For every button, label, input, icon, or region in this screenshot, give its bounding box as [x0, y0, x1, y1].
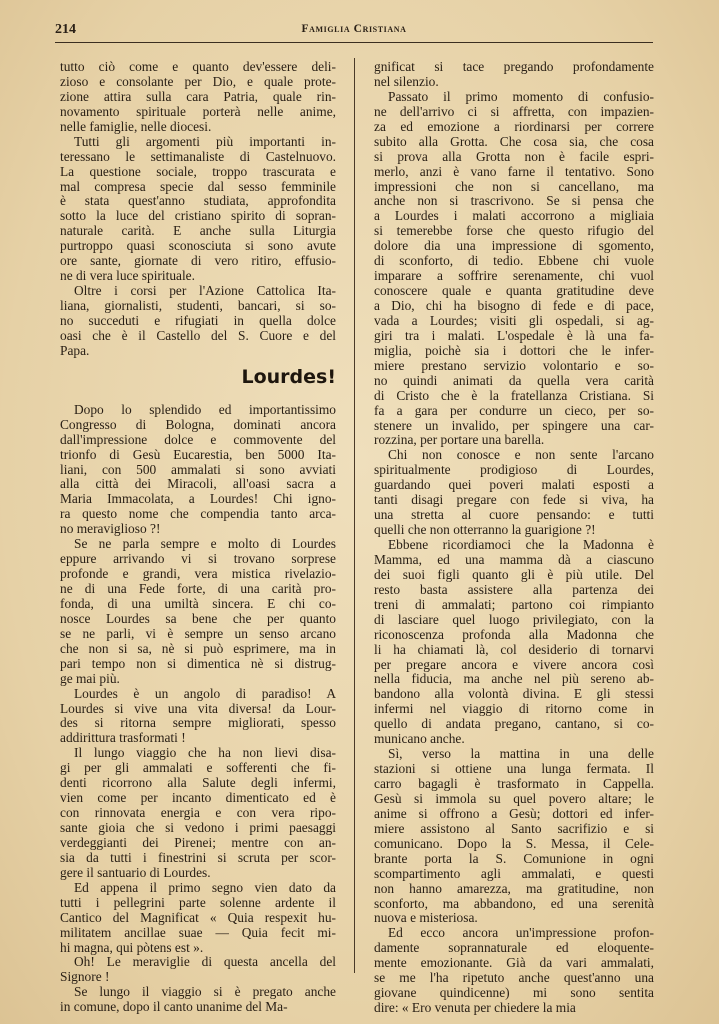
- text-line: Ed ecco ancora un'impressione profon-: [388, 926, 654, 941]
- text-line: nella fiducia, ma anche nel più sereno ab-: [374, 672, 654, 687]
- text-line: nelle famiglie, nelle diocesi.: [60, 119, 212, 134]
- text-line: anche non si trascrivono. Se si pensa che: [374, 194, 654, 209]
- text-line: miere prestano servizio volontario e so-: [374, 358, 654, 373]
- text-line: hi magna, qui pòtens est ».: [60, 940, 204, 955]
- text-line: Se lungo il viaggio si è pregato anche: [74, 985, 336, 1000]
- text-line: mal compresa specie dal sesso femminile: [60, 179, 336, 194]
- text-line: si temerebbe forse che questo rifugio del: [374, 224, 654, 239]
- text-line: nel silenzio.: [374, 74, 439, 89]
- text-line: Gesù si immola su quel povero altare; le: [374, 791, 654, 806]
- text-line: gi per gli ammalati e sofferenti che fi-: [60, 761, 336, 776]
- text-line: La questione sociale, troppo trascurata e: [60, 164, 336, 179]
- text-line: tutto ciò come e quanto dev'essere deli-: [60, 60, 336, 74]
- text-line: Chi non conosce e non sente l'arcano: [388, 448, 654, 463]
- text-line: pari tempo non si dimentica nè si distrug-: [60, 656, 336, 671]
- text-line: giri tra i malati. L'ospedale è là una fa-: [374, 328, 654, 343]
- text-line: eppure arrivando vi si trovano sorprese: [60, 552, 336, 567]
- text-line: Maria Immacolata, a Lourdes! Chi igno-: [60, 492, 336, 507]
- text-line: teressano le settimanaliste di Castelnuovo.: [60, 149, 336, 164]
- text-line: addirittura trasformati !: [60, 731, 186, 746]
- text-line: denti ricorrono alla Salute degli infermi,: [60, 776, 336, 791]
- text-line: miere assistono al Santo sacrifizio e si: [374, 821, 654, 836]
- page-header: [55, 22, 653, 43]
- text-line: a Lourdes i malati accorrono a migliaia: [374, 209, 654, 224]
- text-line: Ebbene ricordiamoci che la Madonna è: [388, 538, 654, 552]
- text-line: Lourdes si vive una vita diversa! da Lour-: [60, 701, 336, 716]
- text-line: za ed emozione a riordinarsi per correre: [374, 119, 654, 134]
- text-line: una stretta al cuore pensando: e tutti: [374, 508, 654, 523]
- text-line: purtroppo quasi sconosciuta si sono avute: [60, 239, 336, 254]
- text-line: di lasciare quel luogo privilegiato, con la: [374, 612, 654, 627]
- text-line: riconoscenza profonda alla Madonna che: [374, 627, 654, 642]
- text-line: verdeggianti dei Pirenei; mentre con an-: [60, 835, 336, 850]
- text-line: Oh! Le meraviglie di questa ancella del: [74, 955, 336, 970]
- text-line: brante porta la S. Comunione in ogni: [374, 851, 654, 866]
- text-line: Tutti gli argomenti più importanti in-: [74, 134, 336, 149]
- text-line: dire: « Ero venuta per chiedere la mia: [374, 1001, 576, 1016]
- text-line: di sconforto, di tedio. Ebbene chi vuole: [374, 254, 654, 269]
- text-line: Passato il primo momento di confusio-: [388, 89, 654, 104]
- section-title: Lourdes!: [241, 365, 336, 388]
- text-line: Ed appena il primo segno vien dato da: [74, 880, 336, 895]
- text-line: mente emozionante. Già da vari ammalati,: [374, 956, 654, 971]
- text-line: sia da tutti i finestrini si scruta per scor-: [60, 850, 336, 865]
- text-line: impressioni che non si cancellano, ma: [374, 179, 654, 194]
- text-line: resto basta assistere alla partenza dei: [374, 582, 654, 597]
- text-line: ne di vera luce spirituale.: [60, 269, 195, 284]
- text-line: liani, con 500 ammalati si sono avviati: [60, 462, 336, 477]
- text-line: non hanno amarezza, ma gratitudine, non: [374, 881, 654, 896]
- text-line: zione attira sulla cara Patria, quale rin-: [60, 89, 336, 104]
- text-line: liana, giornalisti, studenti, bancari, si so-: [60, 299, 336, 313]
- text-line: municano anche.: [374, 732, 465, 747]
- text-line: carro bagagli è trasformato in Cappella.: [374, 777, 654, 791]
- text-line: tanti disagi pregare con fede si viva, ha: [374, 493, 654, 508]
- text-line: vien come per incanto dimenticato ed è: [60, 791, 336, 806]
- text-line: damente soprannaturale ed eloquente-: [374, 941, 654, 956]
- text-line: fa a gara per condurre un cieco, per so-: [374, 403, 654, 418]
- text-line: nosce Lourdes sa bene che per quanto: [60, 611, 336, 626]
- text-line: Lourdes è un angolo di paradiso! A: [74, 686, 336, 701]
- text-line: quelli che non otterranno la guarigione ?!: [374, 523, 596, 538]
- text-line: stenere un invalido, per spingere una car-: [374, 418, 654, 433]
- running-title: Famiglia Cristiana: [301, 23, 407, 35]
- text-line: profonde e grandi, vera mistica rivelazio-: [60, 567, 336, 582]
- text-line: alla città dei Miracoli, all'oasi sacra a: [60, 477, 336, 492]
- text-line: no quindi animati da quella vera carità: [374, 373, 654, 388]
- text-line: gnificat si tace pregando profondamente: [374, 60, 654, 74]
- text-line: no succeduti e rifugiati in quella dolce: [60, 313, 336, 328]
- text-line: militatem ancillae suae — Quia fecit mi-: [60, 925, 336, 940]
- text-line: Mamma, ed una mamma dà a ciascuno: [374, 552, 654, 567]
- text-line: sconforto, ma abbandono, ed una serenità: [374, 896, 654, 911]
- text-line: quello di andata pregano, cantano, si co-: [374, 717, 654, 732]
- text-line: miglia, poichè sia i dottori che le infer-: [374, 343, 654, 358]
- text-line: merlo, anzi è vano farne il tentativo. Sono: [374, 164, 654, 179]
- text-line: Papa.: [60, 343, 90, 358]
- text-line: per pregare ancora e vivere ancora così: [374, 657, 654, 672]
- text-line: dolore dia una impressione di sgomento,: [374, 239, 654, 254]
- text-line: stazioni si ottiene una lunga fermata. Il: [374, 762, 654, 777]
- text-line: anime si offrono a Gesù; dottori ed infer-: [374, 806, 654, 821]
- text-line: li ha chiamati là, col desiderio di tornarvi: [374, 642, 654, 657]
- text-line: nuova e misteriosa.: [374, 911, 478, 926]
- text-line: vada a Lourdes; visiti gli ospedali, si ag-: [374, 313, 654, 328]
- text-line: Cantico del Magnificat « Quia respexit hu-: [60, 910, 336, 925]
- text-line: gere il santuario di Lourdes.: [60, 865, 211, 880]
- page-number: 214: [55, 22, 76, 37]
- text-line: tutti i pellegrini parte solenne ardente il: [60, 895, 336, 910]
- text-line: rozzina, per portare una barella.: [374, 433, 545, 448]
- text-line: sotto la luce del cristiano spirito di sopran-: [60, 209, 336, 224]
- text-line: giovane quindicenne) mi sono sentita: [374, 986, 654, 1001]
- text-line: dall'impressione dolce e commovente del: [60, 432, 336, 447]
- text-line: Signore !: [60, 970, 110, 985]
- column-divider: [354, 58, 355, 973]
- text-line: se me l'ha ripetuto anche quest'anno una: [374, 971, 654, 986]
- text-line: in comune, dopo il canto unanime del Ma-: [60, 1000, 288, 1015]
- text-line: spiritualmente prodigioso di Lourdes,: [374, 463, 654, 478]
- text-line: infermi nel viaggio di ritorno come in: [374, 702, 654, 717]
- text-line: dei suoi figli quanto gli è più utile. Del: [374, 567, 654, 582]
- text-line: trionfo di Gesù Eucarestia, ben 5000 Ita-: [60, 447, 336, 462]
- text-line: se ne parli, vi è sempre un senso arcano: [60, 626, 336, 641]
- text-line: Congresso di Bologna, dominati ancora: [60, 417, 336, 432]
- text-line: a Dio, chi ha bisogno di fede e di pace,: [374, 299, 654, 313]
- text-line: ore sante, giornate di vero ritiro, effusio-: [60, 254, 336, 269]
- text-line: ge mai più.: [60, 671, 120, 686]
- text-line: ne di una Fede forte, di una carità pro-: [60, 582, 336, 596]
- text-line: di Cristo che è la fratellanza Cristiana. Si: [374, 388, 654, 403]
- text-line: che non si sa, nè si può esprimere, ma in: [60, 641, 336, 656]
- text-line: subito alla Grotta. Che cosa sia, che cosa: [374, 134, 654, 149]
- text-line: Sì, verso la mattina in una delle: [388, 747, 654, 762]
- text-line: Dopo lo splendido ed importantissimo: [74, 402, 336, 417]
- text-line: fonda, di una umiltà sincera. E chi co-: [60, 596, 336, 611]
- text-line: guardando quei poveri malati esposti a: [374, 478, 654, 493]
- text-line: Il lungo viaggio che ha non lievi disa-: [74, 746, 336, 761]
- text-line: no meraviglioso ?!: [60, 522, 161, 537]
- text-line: è stata quest'anno studiata, approfondita: [60, 194, 336, 209]
- text-line: comunicano. Dopo la S. Messa, il Cele-: [374, 836, 654, 851]
- text-line: scompartimento agli ammalati, e questi: [374, 866, 654, 881]
- text-line: conoscere quale e quanta gratitudine deve: [374, 284, 654, 299]
- text-line: ne dell'arrivo ci si affretta, con impazien-: [374, 104, 654, 119]
- text-line: naturale carità. E anche sulla Liturgia: [60, 224, 336, 239]
- text-line: treni di ammalati; partono coi rimpianto: [374, 597, 654, 612]
- text-line: Oltre i corsi per l'Azione Cattolica Ita-: [74, 284, 336, 299]
- right-column: [374, 60, 654, 1016]
- text-line: imparare a soffrire serenamente, chi vuol: [374, 269, 654, 284]
- text-line: ra questo nome che compendia tanto arca-: [60, 507, 336, 522]
- text-line: zioso e consolante per Dio, e quale prote-: [60, 74, 336, 89]
- text-line: des si ritorna sempre migliorati, spesso: [60, 716, 336, 731]
- text-line: bandono alla volontà divina. E gli stessi: [374, 687, 654, 702]
- text-line: oasi che è il Castello del S. Cuore e del: [60, 328, 336, 343]
- text-line: con rinnovata energia e con vera ripo-: [60, 806, 336, 821]
- text-line: Se ne parla sempre e molto di Lourdes: [74, 537, 336, 552]
- left-column: [60, 60, 336, 1015]
- text-line: novamento spirituale porterà nelle anime,: [60, 104, 336, 119]
- text-line: si prova alla Grotta non è facile espri-: [374, 149, 654, 164]
- text-line: sante gioia che si vedono i primi paesaggi: [60, 821, 336, 835]
